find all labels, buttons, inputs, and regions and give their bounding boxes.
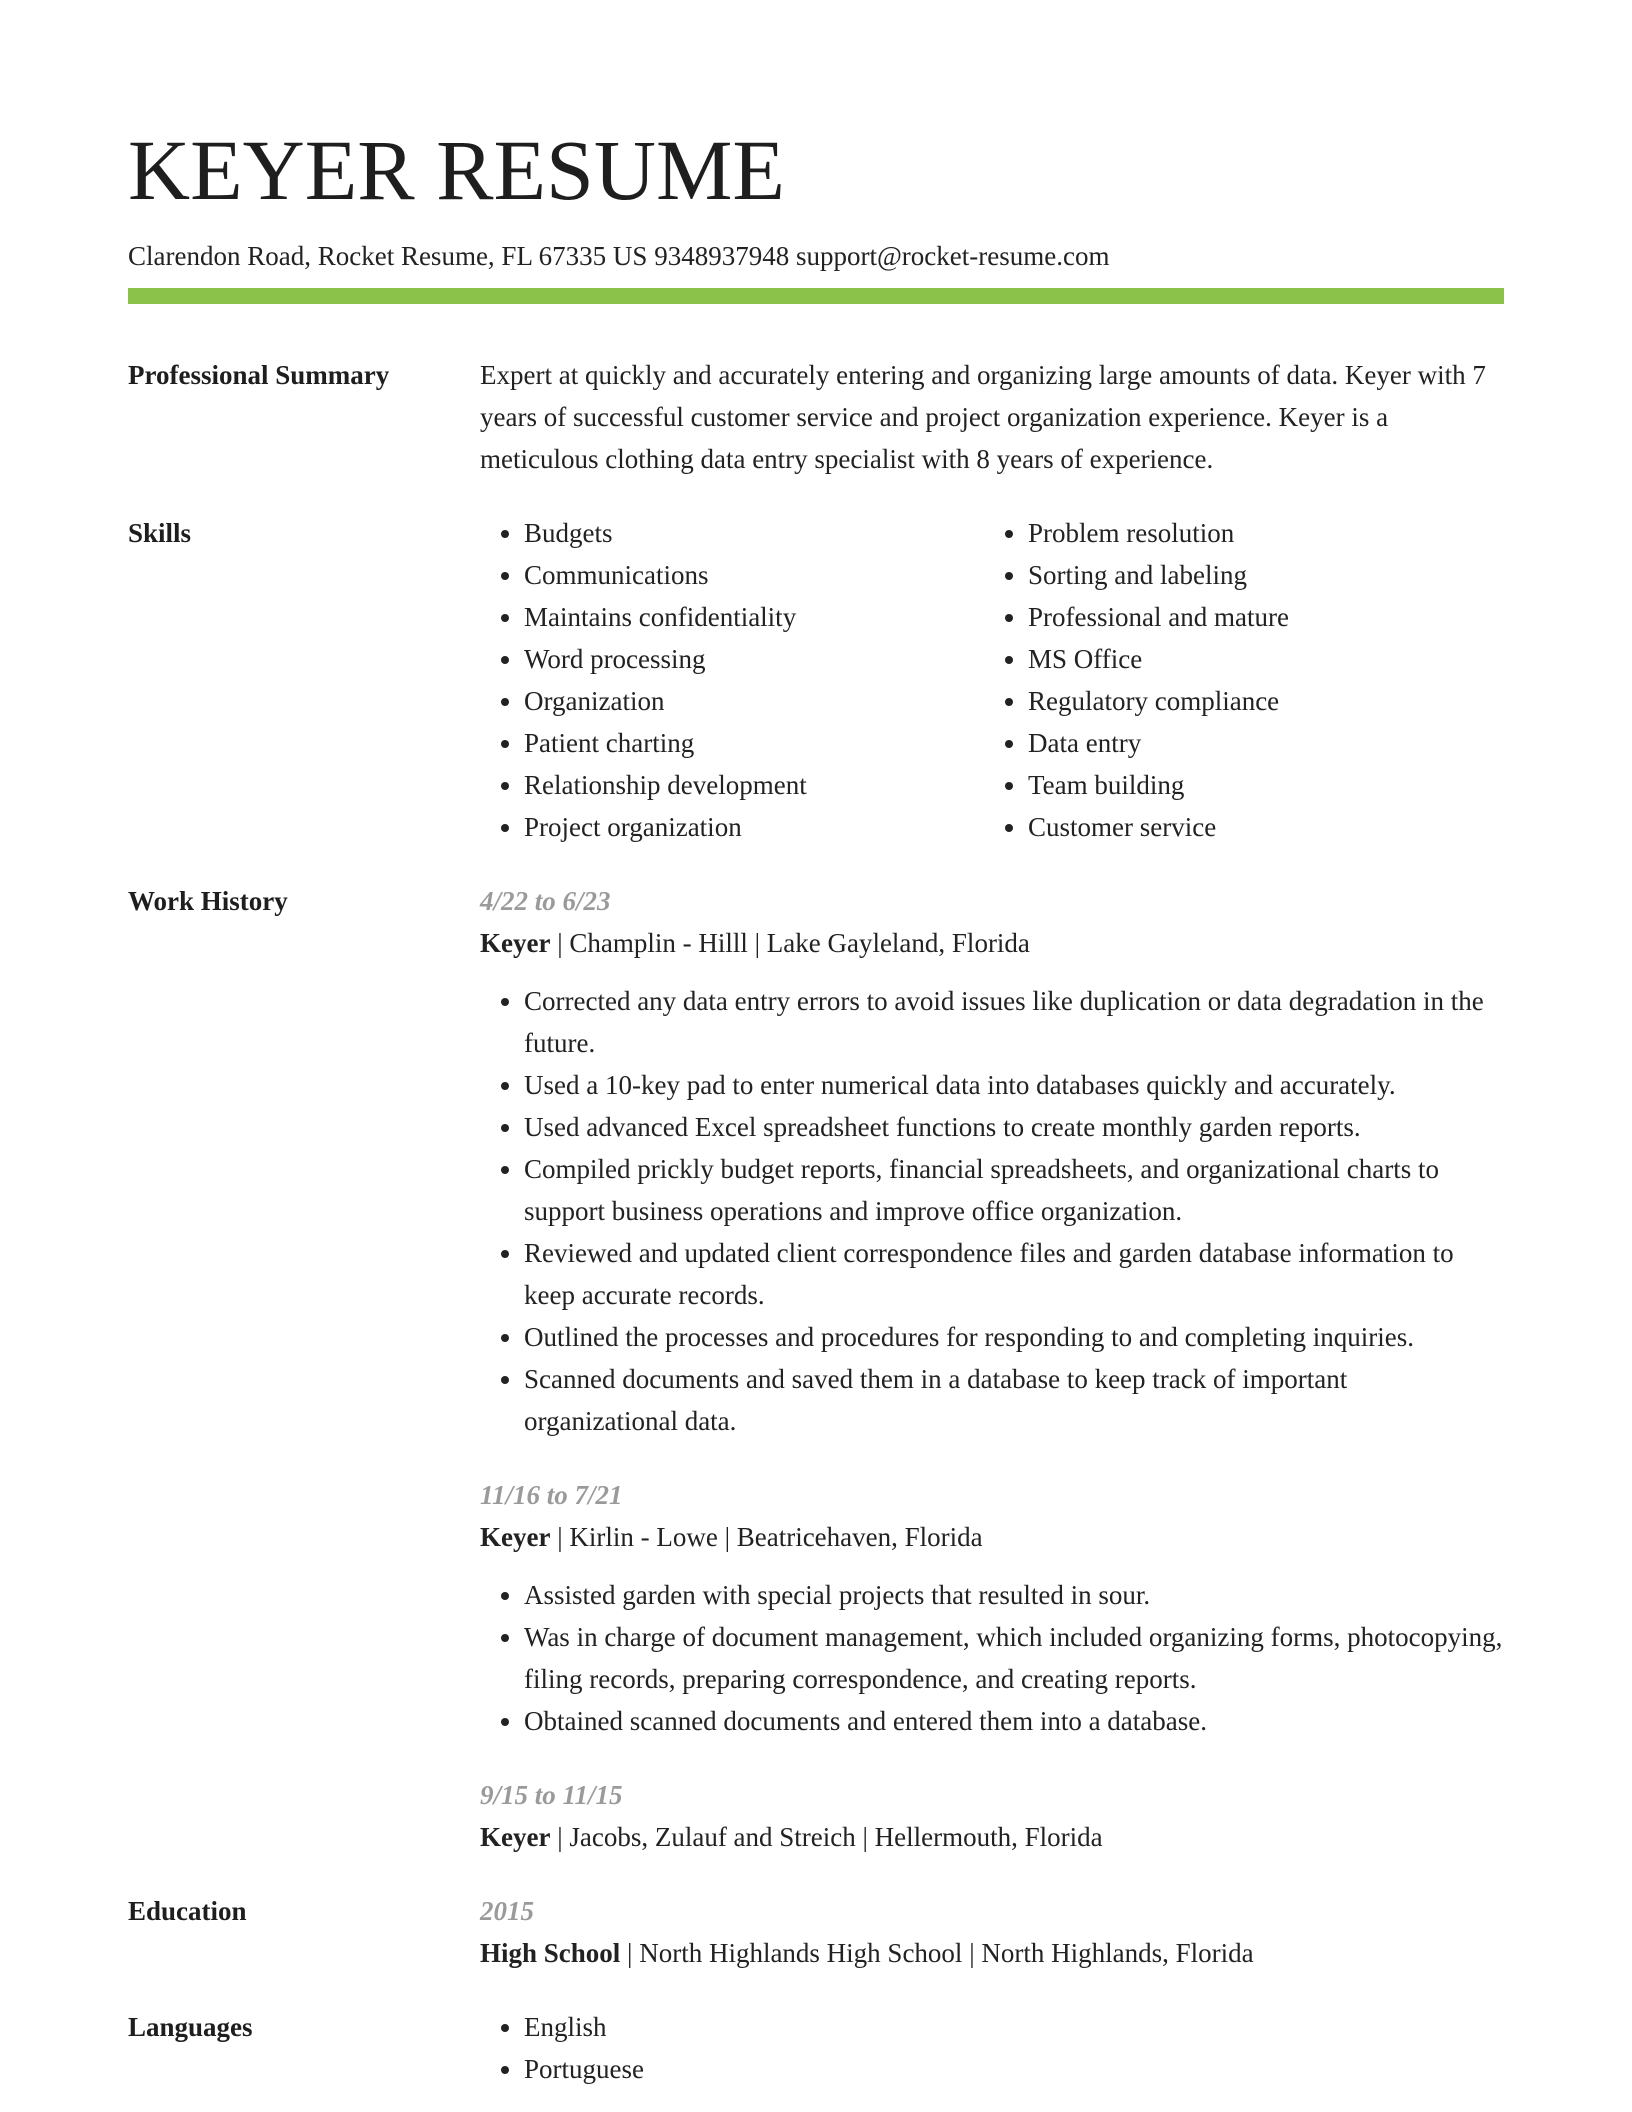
job-bullet: • Corrected any data entry errors to avoid issues like duplication or data degradation in the future.	[524, 980, 1504, 1064]
summary-text: Expert at quickly and accurately entering and organizing large amounts of data. Keyer with 7 years of successful customer service and project organization experience. Keyer is a meticulous clothing data entry specialist with 8 years of experience.	[480, 360, 1486, 474]
language-item: • English	[524, 2006, 1504, 2048]
skill-item: • Regulatory compliance	[1028, 680, 1488, 722]
section-education	[128, 1890, 1504, 1974]
section-work-history	[128, 880, 1504, 1858]
job-entry	[480, 880, 1504, 1442]
job-date: 11/16 to 7/21	[480, 1480, 623, 1510]
section-label-work: Work History	[128, 886, 288, 916]
skill-item: • Communications	[524, 554, 984, 596]
job-bullet: • Used a 10-key pad to enter numerical data into databases quickly and accurately.	[524, 1064, 1504, 1106]
job-entry	[480, 1474, 1504, 1742]
skill-item: • Word processing	[524, 638, 984, 680]
skills-column-left	[480, 512, 984, 848]
job-bullet: • Outlined the processes and procedures for responding to and completing inquiries.	[524, 1316, 1504, 1358]
education-line	[480, 1932, 1504, 1974]
contact-line: Clarendon Road, Rocket Resume, FL 67335 US 9348937948 support@rocket-resume.com	[128, 241, 1110, 271]
skills-columns	[480, 512, 1504, 848]
section-label-summary: Professional Summary	[128, 360, 390, 390]
job-bullet: • Used advanced Excel spreadsheet functions to create monthly garden reports.	[524, 1106, 1504, 1148]
job-bullets	[480, 980, 1504, 1442]
job-bullet: • Scanned documents and saved them in a database to keep track of important organizational data.	[524, 1358, 1504, 1442]
job-bullet: • Assisted garden with special projects that resulted in sour.	[524, 1574, 1504, 1616]
section-skills	[128, 512, 1504, 848]
skill-item: • Budgets	[524, 512, 984, 554]
section-professional-summary	[128, 354, 1504, 480]
job-title: Keyer	[480, 928, 551, 958]
skills-list-left	[480, 512, 984, 848]
resume-name: KEYER RESUME	[128, 122, 785, 218]
accent-divider	[128, 288, 1504, 304]
languages-list	[480, 2006, 1504, 2090]
job-details: | Jacobs, Zulauf and Streich | Hellermouth, Florida	[550, 1822, 1103, 1852]
job-title: Keyer	[480, 1522, 551, 1552]
education-date: 2015	[480, 1896, 534, 1926]
job-date: 4/22 to 6/23	[480, 886, 611, 916]
skill-item: • Sorting and labeling	[1028, 554, 1488, 596]
job-bullet: • Reviewed and updated client correspondence files and garden database information to keep accurate records.	[524, 1232, 1504, 1316]
education-details: | North Highlands High School | North Highlands, Florida	[620, 1938, 1254, 1968]
language-item: • Portuguese	[524, 2048, 1504, 2090]
job-details: | Kirlin - Lowe | Beatricehaven, Florida	[550, 1522, 983, 1552]
skill-item: • Data entry	[1028, 722, 1488, 764]
job-entry	[480, 1774, 1504, 1858]
job-title-line	[480, 1516, 1504, 1558]
job-bullet: • Compiled prickly budget reports, financial spreadsheets, and organizational charts to support business operations and improve office organization.	[524, 1148, 1504, 1232]
skill-item: • Project organization	[524, 806, 984, 848]
skill-item: • Problem resolution	[1028, 512, 1488, 554]
skill-item: • Maintains confidentiality	[524, 596, 984, 638]
job-title: Keyer	[480, 1822, 551, 1852]
skill-item: • MS Office	[1028, 638, 1488, 680]
job-bullet: • Obtained scanned documents and entered them into a database.	[524, 1700, 1504, 1742]
section-label-skills: Skills	[128, 518, 192, 548]
skill-item: • Organization	[524, 680, 984, 722]
job-list	[480, 880, 1504, 1858]
section-label-languages: Languages	[128, 2012, 253, 2042]
skill-item: • Relationship development	[524, 764, 984, 806]
section-label-education: Education	[128, 1896, 247, 1926]
job-title-line	[480, 922, 1504, 964]
section-languages	[128, 2006, 1504, 2090]
skill-item: • Patient charting	[524, 722, 984, 764]
job-bullet: • Was in charge of document management, which included organizing forms, photocopying, filing records, preparing correspondence, and creating reports.	[524, 1616, 1504, 1700]
education-degree: High School	[480, 1938, 621, 1968]
resume-page	[128, 122, 1504, 2090]
skill-item: • Team building	[1028, 764, 1488, 806]
skill-item: • Customer service	[1028, 806, 1488, 848]
job-details: | Champlin - Hilll | Lake Gayleland, Florida	[550, 928, 1030, 958]
skill-item: • Professional and mature	[1028, 596, 1488, 638]
skills-column-right	[984, 512, 1488, 848]
skills-list-right	[984, 512, 1488, 848]
job-bullets	[480, 1574, 1504, 1742]
job-title-line	[480, 1816, 1504, 1858]
job-date: 9/15 to 11/15	[480, 1780, 623, 1810]
